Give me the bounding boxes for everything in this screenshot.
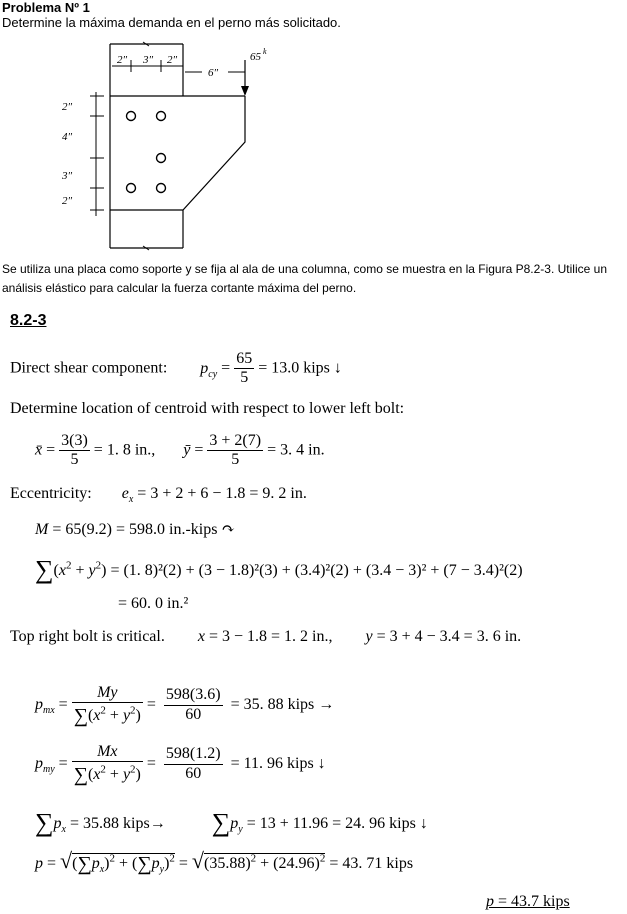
bracket-plate-figure	[0, 30, 627, 280]
load-label: 65	[250, 51, 261, 63]
pmy-row: $p_{my}$ = $\frac{Mx}{\sum(x^2 + y^2)}$ = $\frac{598(1.2)}{60}$ = 11. 96 kips ↓	[35, 743, 326, 787]
description-line-1: Se utiliza una placa como soporte y se fija al ala de una columna, como se muestra en la Figura P8.2-3. Utilice un	[2, 262, 607, 276]
critical-row: Top right bolt is critical. x = 3 − 1.8 = 1. 2 in., y = 3 + 4 − 3.4 = 3. 6 in.	[10, 628, 522, 645]
description-line-2: análisis elástico para calcular la fuerza cortante máxima del perno.	[2, 281, 357, 295]
dim-left-1: 2″	[62, 101, 73, 113]
bolt	[127, 112, 136, 121]
sum-squares-result: = 60. 0 in.²	[118, 595, 189, 612]
dim-left-2: 4″	[62, 131, 73, 143]
eccentricity-row: Eccentricity: $e_x = 3 + 2 + 6 - 1.8 = 9$. 2 in.	[10, 485, 307, 506]
bolt	[157, 112, 166, 121]
problem-number: 8.2-3	[10, 312, 47, 329]
direct-shear-label: Direct shear component:	[10, 359, 168, 377]
centroid-row: x̄ = $\frac{3(3)}{5}$ = 1. 8 in., ȳ = $\frac{3 + 2(7)}{5}$ = 3. 4 in.	[35, 432, 325, 469]
bolt	[157, 154, 166, 163]
final-answer: p = 43.7 kips	[486, 893, 570, 910]
direct-shear-row: Direct shear component: $p_{cy}$ = $\frac{65}{5}$ = 13.0 kips ↓	[10, 350, 342, 387]
problem-subtitle: Determine la máxima demanda en el perno más solicitado.	[2, 15, 341, 30]
dim-top-3: 2″	[167, 54, 178, 66]
moment-row: M = 65(9.2) = 598.0 in.-kips ↷	[35, 521, 235, 538]
bolt	[127, 184, 136, 193]
resultant-row: $p = √(\sum p_x)^2 + (\sum p_y)^2 = √(35.88)^2 + (24.96)^2 = 43$. 71 kips	[35, 848, 414, 876]
dim-left-3: 3″	[62, 170, 73, 182]
problem-title: Problema Nº 1	[2, 0, 90, 15]
dim-top-1: 2″	[117, 54, 128, 66]
centroid-text: Determine location of centroid with respect to lower left bolt:	[10, 400, 405, 417]
load-unit: k	[263, 47, 267, 56]
sum-squares-row: $\sum(x^2 + y^2) = (1$. 8)²(2) + (3 − 1.8)²(3) + (3.4)²(2) + (3.4 − 3)² + (7 − 3.4)²(2)	[35, 555, 523, 584]
sum-p-row: $\sum p_x = 35.88$ kips→ $\sum p_y = 13 + 11.96 = 24$. 96 kips ↓	[35, 808, 428, 837]
dim-right: 6″	[208, 67, 219, 79]
bolt	[157, 184, 166, 193]
dim-left-4: 2″	[62, 195, 73, 207]
pmx-row: $p_{mx}$ = $\frac{My}{\sum(x^2 + y^2)}$ = $\frac{598(3.6)}{60}$ = 35. 88 kips →	[35, 684, 335, 728]
dim-top-2: 3″	[143, 54, 154, 66]
